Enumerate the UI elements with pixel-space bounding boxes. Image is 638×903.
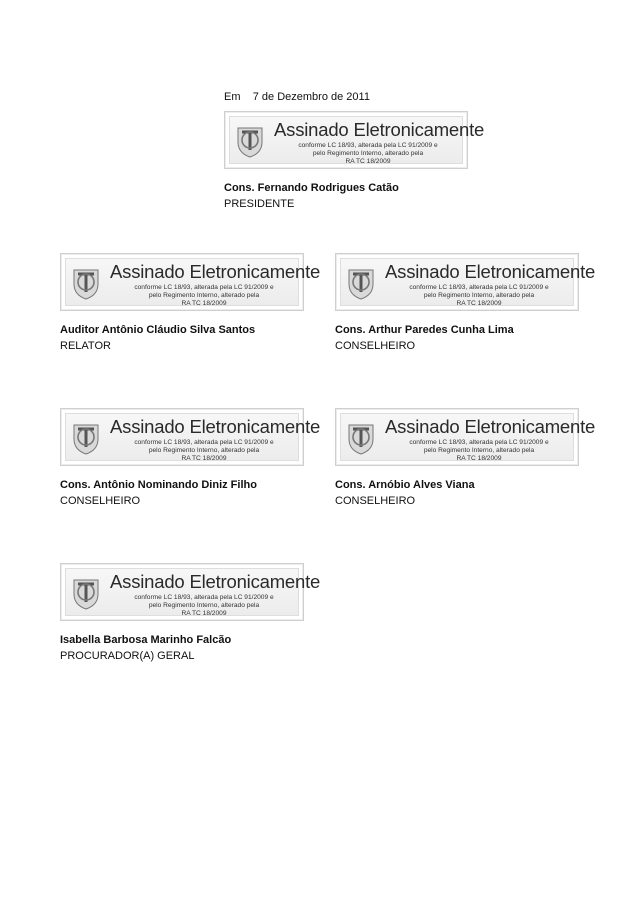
- date-value: 7 de Dezembro de 2011: [252, 91, 370, 103]
- signer-block: [224, 180, 399, 212]
- signature-stamp: [60, 253, 321, 311]
- stamp-line-2: pelo Regimento Interno, alterado pela: [148, 292, 260, 299]
- tce-seal-icon: [71, 264, 101, 300]
- stamp-line-1: conforme LC 18/93, alterada pela LC 91/2009 e: [298, 142, 438, 149]
- stamp-line-3: RA TC 18/2009: [181, 300, 227, 307]
- stamp-title: Assinado Eletronicamente: [110, 261, 321, 282]
- tce-seal-icon: [346, 419, 376, 455]
- signature-stamp: [335, 408, 596, 466]
- stamp-title: Assinado Eletronicamente: [385, 261, 596, 282]
- stamp-line-1: conforme LC 18/93, alterada pela LC 91/2009 e: [409, 439, 549, 446]
- stamp-panel: [340, 413, 596, 462]
- signer-block: [60, 477, 257, 509]
- signer-block: [335, 322, 514, 354]
- signature-stamp: [60, 408, 321, 466]
- stamp-line-1: conforme LC 18/93, alterada pela LC 91/2009 e: [134, 439, 274, 446]
- tce-seal-icon: [71, 574, 101, 610]
- stamp-panel: [65, 258, 321, 307]
- tce-seal-icon: [346, 264, 376, 300]
- stamp-line-2: pelo Regimento Interno, alterado pela: [312, 150, 424, 157]
- signer-block: [335, 477, 475, 509]
- stamp-title: Assinado Eletronicamente: [110, 416, 321, 437]
- signature-stamp: [60, 563, 321, 621]
- signer-block: [60, 632, 231, 664]
- signer-name: Isabella Barbosa Marinho Falcão: [60, 634, 232, 646]
- stamp-panel: [65, 413, 321, 462]
- signature-stamp: [224, 111, 485, 169]
- signer-role: PROCURADOR(A) GERAL: [60, 650, 195, 662]
- signer-name: Cons. Antônio Nominando Diniz Filho: [60, 479, 257, 491]
- signer-role: PRESIDENTE: [224, 198, 295, 210]
- signer-role: RELATOR: [60, 340, 111, 352]
- signer-role: CONSELHEIRO: [335, 495, 416, 507]
- signer-block: [60, 322, 255, 354]
- signer-name: Cons. Arthur Paredes Cunha Lima: [335, 324, 514, 336]
- stamp-line-3: RA TC 18/2009: [181, 455, 227, 462]
- stamp-line-2: pelo Regimento Interno, alterado pela: [148, 602, 260, 609]
- stamp-line-3: RA TC 18/2009: [345, 158, 391, 165]
- stamp-panel: [229, 116, 485, 165]
- date-line: [224, 91, 370, 103]
- stamp-title: Assinado Eletronicamente: [274, 119, 485, 140]
- stamp-title: Assinado Eletronicamente: [385, 416, 596, 437]
- stamp-line-2: pelo Regimento Interno, alterado pela: [423, 292, 535, 299]
- signer-name: Auditor Antônio Cláudio Silva Santos: [60, 324, 256, 336]
- stamp-line-3: RA TC 18/2009: [456, 300, 502, 307]
- signer-role: CONSELHEIRO: [60, 495, 141, 507]
- signer-role: CONSELHEIRO: [335, 340, 416, 352]
- signer-name: Cons. Arnóbio Alves Viana: [335, 479, 475, 491]
- stamp-line-1: conforme LC 18/93, alterada pela LC 91/2009 e: [134, 284, 274, 291]
- stamp-line-2: pelo Regimento Interno, alterado pela: [148, 447, 260, 454]
- tce-seal-icon: [235, 122, 265, 158]
- stamp-line-1: conforme LC 18/93, alterada pela LC 91/2009 e: [134, 594, 274, 601]
- date-prefix: Em: [224, 91, 241, 103]
- signature-stamp: [335, 253, 596, 311]
- stamp-line-1: conforme LC 18/93, alterada pela LC 91/2009 e: [409, 284, 549, 291]
- stamp-line-2: pelo Regimento Interno, alterado pela: [423, 447, 535, 454]
- stamp-title: Assinado Eletronicamente: [110, 571, 321, 592]
- signer-name: Cons. Fernando Rodrigues Catão: [224, 182, 399, 194]
- stamp-panel: [65, 568, 321, 617]
- stamp-panel: [340, 258, 596, 307]
- tce-seal-icon: [71, 419, 101, 455]
- stamp-line-3: RA TC 18/2009: [181, 610, 227, 617]
- stamp-line-3: RA TC 18/2009: [456, 455, 502, 462]
